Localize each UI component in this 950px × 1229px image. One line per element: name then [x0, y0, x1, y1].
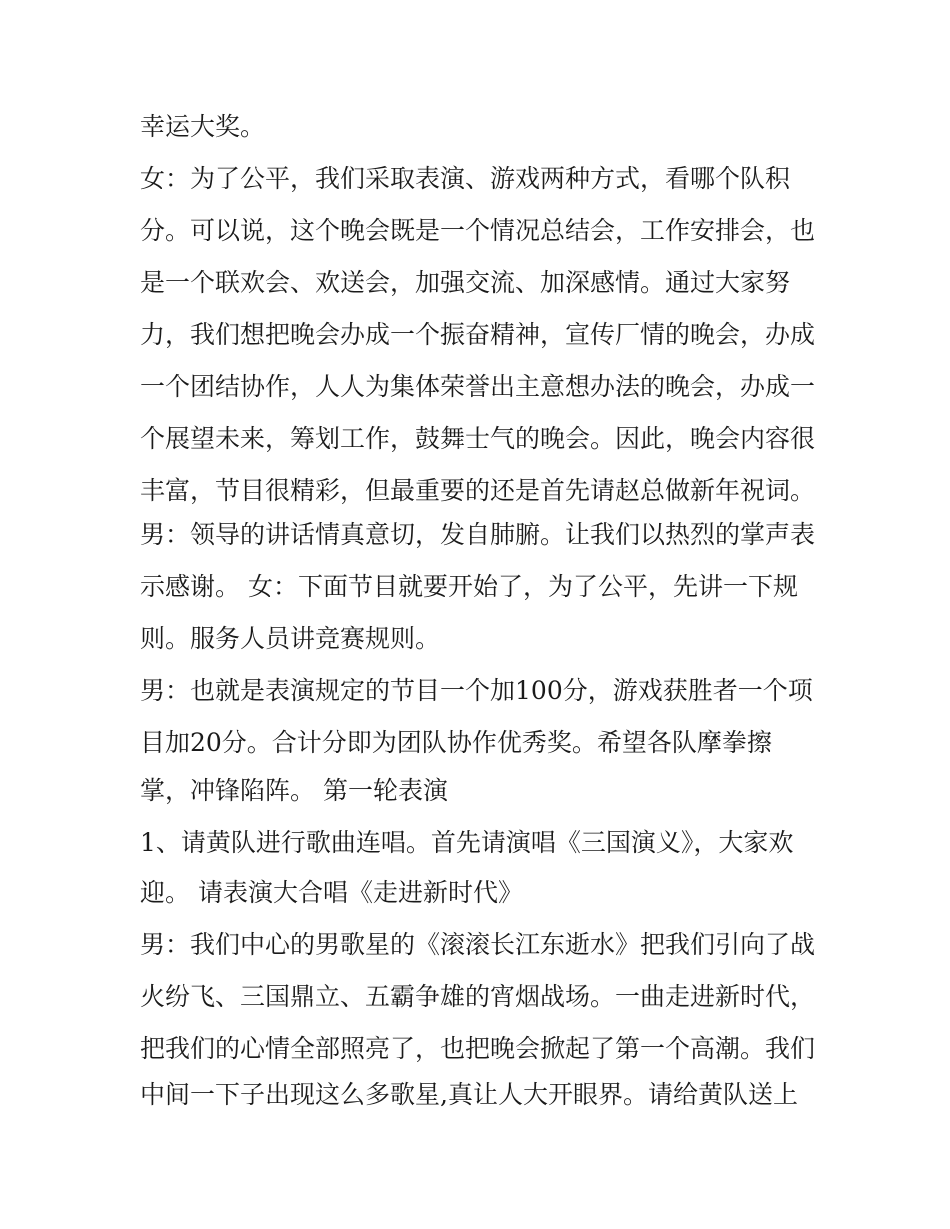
text-line: 掌，冲锋陷阵。 第一轮表演: [140, 776, 448, 805]
text-line: 示感谢。 女：下面节目就要开始了，为了公平，先讲一下规: [140, 572, 798, 601]
text-line: 迎。 请表演大合唱《走进新时代》: [140, 878, 523, 907]
text-line: 则。服务人员讲竞赛规则。: [140, 624, 441, 653]
text-line: 一个团结协作，人人为集体荣誉出主意想办法的晚会，办成一: [140, 372, 816, 401]
text-line: 分。可以说，这个晚会既是一个情况总结会，工作安排会，也: [140, 216, 816, 245]
text-line: 把我们的心情全部照亮了，也把晚会掀起了第一个高潮。我们: [140, 1034, 816, 1063]
text-line: 火纷飞、三国鼎立、五霸争雄的宵烟战场。一曲走进新时代，: [140, 982, 816, 1011]
text-line: 是一个联欢会、欢送会，加强交流、加深感情。通过大家努: [140, 268, 791, 297]
text-line: 个展望未来，筹划工作，鼓舞士气的晚会。因此，晚会内容很: [140, 424, 816, 453]
text-line: 幸运大奖。: [140, 112, 266, 141]
text-line: 丰富，节目很精彩，但最重要的还是首先请赵总做新年祝词。: [140, 476, 816, 505]
text-line: 力，我们想把晚会办成一个振奋精神，宣传厂情的晚会，办成: [140, 320, 816, 349]
text-line: 男：也就是表演规定的节目一个加100分，游戏获胜者一个项: [140, 676, 813, 705]
text-line: 中间一下子出现这么多歌星,真让人大开眼界。请给黄队送上: [140, 1080, 798, 1109]
text-line: 男：我们中心的男歌星的《滚滚长江东逝水》把我们引向了战: [140, 930, 816, 959]
text-line: 女：为了公平，我们采取表演、游戏两种方式，看哪个队积: [140, 164, 791, 193]
text-line: 目加20分。合计分即为团队协作优秀奖。希望各队摩拳擦: [140, 728, 772, 757]
text-line: 1、请黄队进行歌曲连唱。首先请演唱《三国演义》，大家欢: [140, 828, 794, 857]
text-line: 男：领导的讲话情真意切，发自肺腑。让我们以热烈的掌声表: [140, 520, 816, 549]
